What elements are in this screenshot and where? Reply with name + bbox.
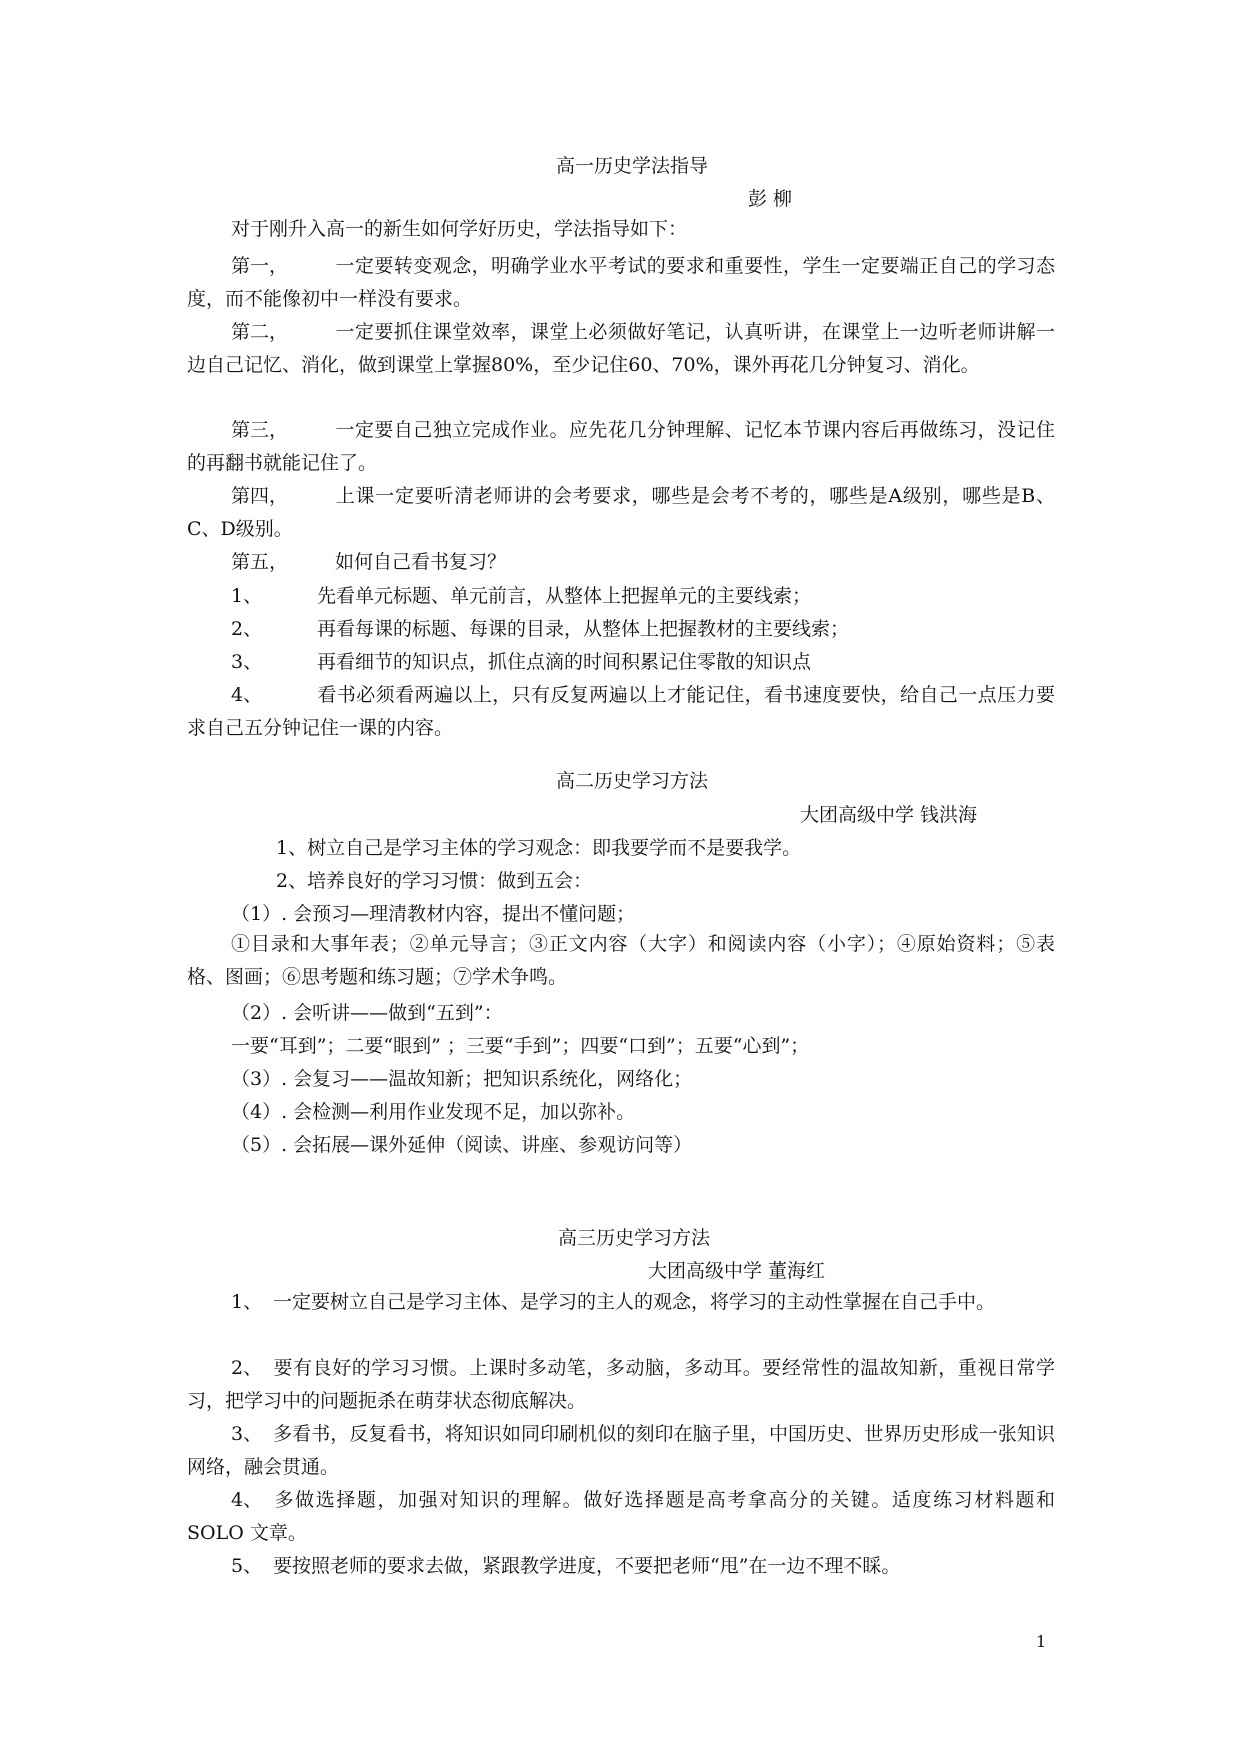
section1-step-4	[187, 679, 1055, 745]
item-text: 多做选择题，加强对知识的理解。做好选择题是高考拿高分的关键。适度练习材料题和 SOLO 文章。	[187, 1489, 1055, 1544]
section3-item-5	[187, 1550, 1055, 1583]
item-number: 4、	[231, 1489, 263, 1511]
section1-item-5	[187, 546, 1055, 579]
section2-line-7: （4）. 会检测—利用作业发现不足，加以弥补。	[231, 1101, 636, 1123]
section3-item-2	[187, 1352, 1055, 1418]
step-text: 看书必须看两遍以上，只有反复两遍以上才能记住，看书速度要快，给自己一点压力要求自己五分钟记住一课的内容。	[187, 684, 1055, 739]
step-text: 先看单元标题、单元前言，从整体上把握单元的主要线索；	[317, 585, 812, 607]
section2-line-3: （1）. 会预习—理清教材内容，提出不懂问题；	[231, 903, 636, 925]
step-number: 2、	[231, 618, 263, 640]
section2-line-1: 1、树立自己是学习主体的学习观念：即我要学而不是要我学。	[276, 837, 802, 859]
step-number: 1、	[231, 585, 263, 607]
item-number: 3、	[231, 1423, 263, 1445]
section2-line-2: 2、培养良好的学习习惯：做到五会：	[276, 870, 593, 892]
section2-line-5: 一要“耳到”；二要“眼到” ；三要“手到”；四要“口到”；五要“心到”；	[231, 1035, 810, 1057]
item-text: 要有良好的学习习惯。上课时多动笔，多动脑，多动耳。要经常性的温故知新，重视日常学习，把学习中的问题扼杀在萌芽状态彻底解决。	[187, 1357, 1055, 1412]
page-number: 1	[1036, 1632, 1047, 1651]
section2-line-6: （3）. 会复习——温故知新；把知识系统化，网络化；	[231, 1068, 693, 1090]
step-number: 3、	[231, 651, 263, 673]
section2-line-4: （2）. 会听讲——做到“五到”：	[231, 1002, 503, 1024]
item-number: 5、	[231, 1555, 263, 1577]
item-text: 上课一定要听清老师讲的会考要求，哪些是会考不考的，哪些是A级别，哪些是B、C、D级别。	[187, 485, 1055, 540]
section3-item-1	[187, 1286, 1055, 1319]
step-text: 再看细节的知识点，抓住点滴的时间积累记住零散的知识点	[317, 651, 812, 673]
step-text: 再看每课的标题、每课的目录，从整体上把握教材的主要线索；	[317, 618, 850, 640]
item-number: 2、	[231, 1357, 263, 1379]
section1-intro: 对于刚升入高一的新生如何学好历史，学法指导如下：	[231, 218, 688, 240]
item-text: 一定要转变观念，明确学业水平考试的要求和重要性，学生一定要端正自己的学习态度，而不能像初中一样没有要求。	[187, 255, 1055, 310]
step-number: 4、	[231, 684, 263, 706]
section2-author: 大团高级中学 钱洪海	[800, 804, 978, 826]
section2-line-8: （5）. 会拓展—课外延伸（阅读、讲座、参观访问等）	[231, 1134, 693, 1156]
section1-step-2	[187, 613, 1055, 646]
item-number: 1、	[231, 1291, 263, 1313]
section1-step-1	[187, 580, 1055, 613]
section3-title: 高三历史学习方法	[558, 1227, 711, 1249]
section3-item-4	[187, 1484, 1055, 1550]
item-text: 一定要树立自己是学习主体、是学习的主人的观念，将学习的主动性掌握在自己手中。	[273, 1291, 996, 1313]
section1-item-3	[187, 414, 1055, 480]
item-label: 第一，	[231, 255, 289, 277]
item-text: 如何自己看书复习？	[335, 551, 507, 573]
section1-item-4	[187, 480, 1055, 546]
section1-item-2	[187, 316, 1055, 382]
section1-step-3	[187, 646, 1055, 679]
section2-title: 高二历史学习方法	[556, 770, 709, 792]
section1-title: 高一历史学法指导	[556, 155, 709, 177]
item-label: 第二，	[231, 321, 289, 343]
section1-author: 彭 柳	[748, 188, 793, 210]
item-label: 第四，	[231, 485, 289, 507]
section2-paragraph: ①目录和大事年表；②单元导言；③正文内容（大字）和阅读内容（小字）；④原始资料；⑤表格、图画；⑥思考题和练习题；⑦学术争鸣。	[187, 933, 1055, 988]
section3-author: 大团高级中学 董海红	[648, 1260, 826, 1282]
section1-item-1	[187, 250, 1055, 316]
item-text: 多看书，反复看书，将知识如同印刷机似的刻印在脑子里，中国历史、世界历史形成一张知识网络，融会贯通。	[187, 1423, 1055, 1478]
item-text: 要按照老师的要求去做，紧跟教学进度，不要把老师“甩”在一边不理不睬。	[273, 1555, 901, 1577]
item-label: 第五，	[231, 551, 289, 573]
item-label: 第三，	[231, 419, 289, 441]
item-text: 一定要自己独立完成作业。应先花几分钟理解、记忆本节课内容后再做练习，没记住的再翻书就能记住了。	[187, 419, 1055, 474]
section3-item-3	[187, 1418, 1055, 1484]
item-text: 一定要抓住课堂效率，课堂上必须做好笔记，认真听讲，在课堂上一边听老师讲解一边自己记忆、消化，做到课堂上掌握80%，至少记住60、70%，课外再花几分钟复习、消化。	[187, 321, 1055, 376]
